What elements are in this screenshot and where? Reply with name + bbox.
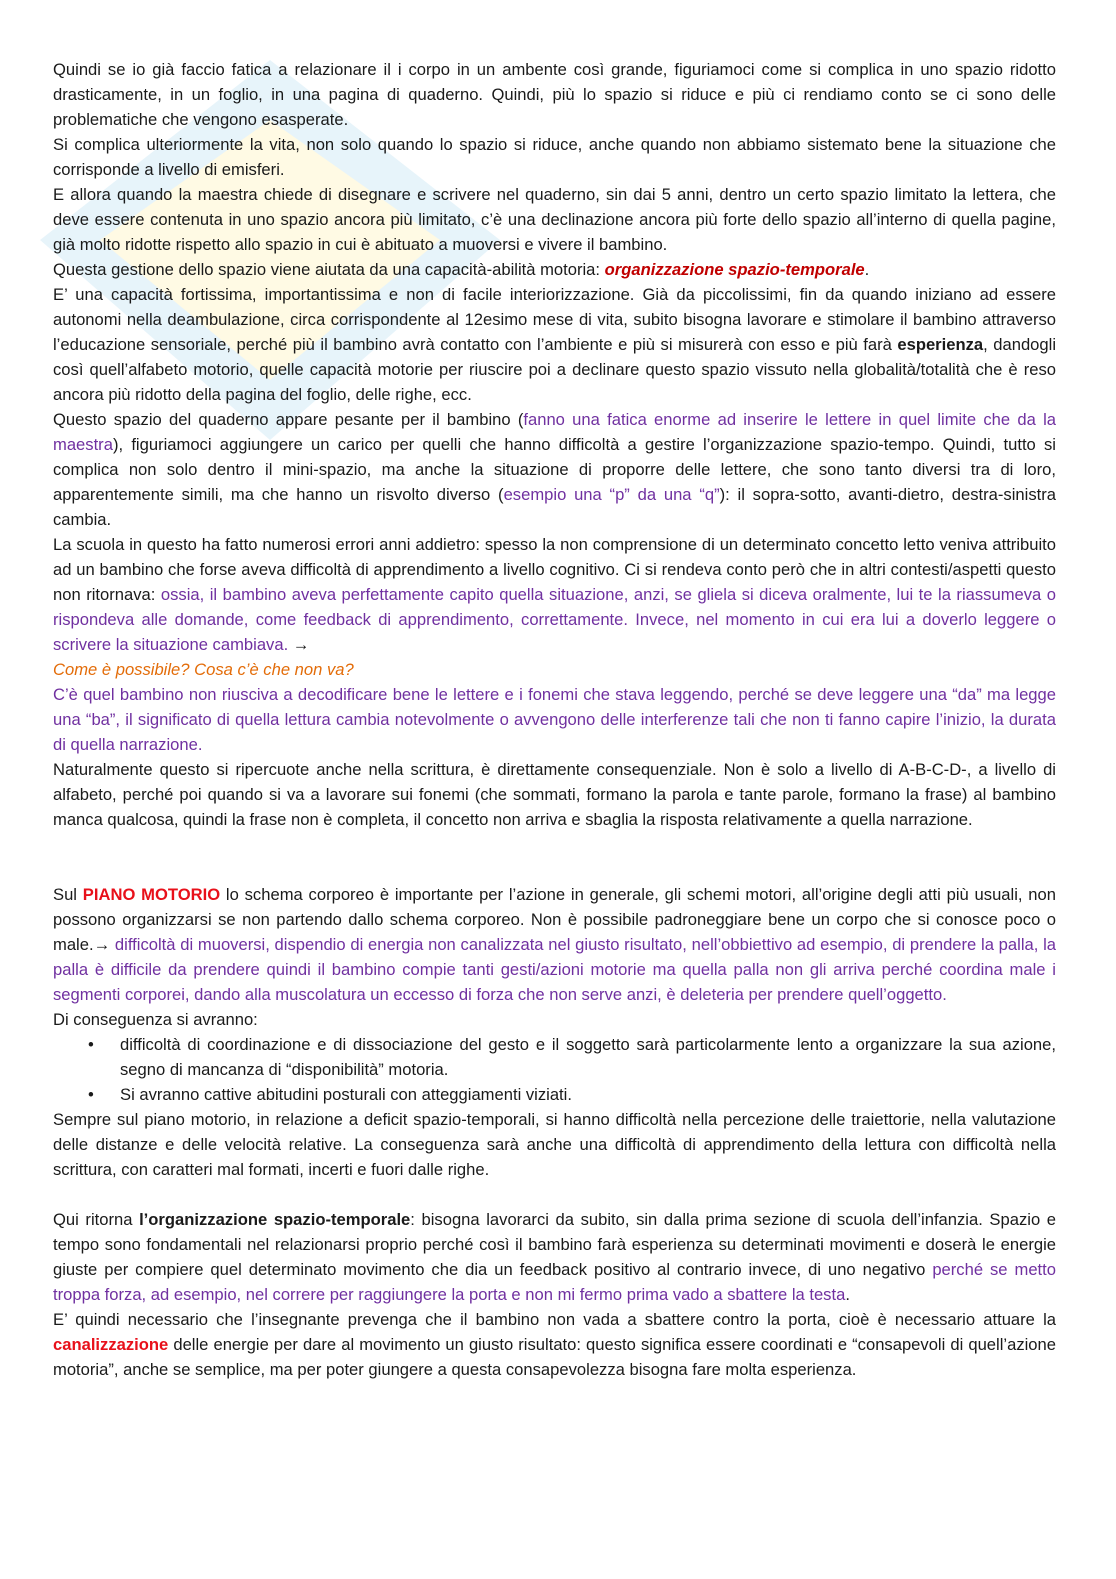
paragraph-5 [53, 282, 1056, 407]
paragraph-10: Naturalmente questo si ripercuote anche nella scrittura, è direttamente consequenziale. Non è solo a livello di A-B-C-D-, a livello di alfabeto, perché poi quando si va a lavorare sui fonemi (che sommati, formano la parola e tante parole, formano la frase) al bambino manca qualcosa, quindi la frase non è completa, il concetto non arriva e sbaglia la risposta relativamente a quella narrazione. [53, 760, 1056, 829]
note-purple: perché se metto troppa forza, ad esempio, nel correre per raggiungere la porta e non mi fermo prima vado a sbattere la testa [53, 1260, 1056, 1304]
document-page [53, 57, 1056, 1382]
text-span: . [845, 1285, 850, 1304]
highlight-canalizzazione: canalizzazione [53, 1335, 169, 1354]
note-purple: fanno una fatica enorme ad inserire le lettere in quel limite che da la maestra [53, 410, 1057, 454]
highlight-organizzazione: organizzazione spazio-temporale [604, 260, 865, 279]
bold-esperienza: esperienza [897, 335, 984, 354]
list-item-text: difficoltà di coordinazione e di dissociazione del gesto e il soggetto sarà particolarmente lento a organizzare la sua azione, segno di mancanza di “disponibilità” motoria. [120, 1035, 1056, 1079]
text-span: . [864, 260, 870, 279]
list-item [88, 1032, 1056, 1082]
text-span: E’ una capacità fortissima, importantissima e non di facile interiorizzazione. Già da piccolissimi, fin da quando iniziano ad essere autonomi nella deambulazione, circa corrispondente al 12esimo mese di vita, subito bisogna lavorare e stimolare il bambino attraverso l’educazione sensoriale, perché più il bambino avrà contatto con l’ambiente e più si misurerà con esso e più farà [53, 285, 1056, 354]
highlight-piano-motorio: PIANO MOTORIO [82, 885, 221, 904]
text-span: : bisogna lavorarci da subito, sin dalla prima sezione di scuola dell’infanzia. Spazio e tempo sono fondamentali nel relazionarsi proprio perché così il bambino farà esperienza su determinati movimenti e doserà le energie giuste per compiere quel determinato movimento che dia un feedback positivo al contrario invece, di uno negativo [53, 1210, 1056, 1279]
consequences-list [53, 1032, 1056, 1107]
text-span: Qui ritorna [53, 1210, 140, 1229]
note-purple: esempio una “p” da una “q” [503, 485, 720, 504]
bullet-icon: • [88, 1035, 94, 1054]
note-purple: difficoltà di muoversi, dispendio di energia non canalizzata nel giusto risultato, nell’obbiettivo ad esempio, di prendere la palla, la palla è difficile da prendere quindi il bambino compie tanti gesti/azioni motorie ma quella palla non gli arriva perché coordina male i segmenti corporei, dando alla muscolatura un eccesso di forza che non serve anzi, è deleteria per prendere quell’oggetto. [53, 935, 1057, 1004]
spacer [53, 1182, 1056, 1207]
question-heading: Come è possibile? Cosa c’è che non va? [53, 660, 354, 679]
bullet-icon: • [88, 1085, 94, 1104]
paragraph-6 [53, 407, 1056, 532]
text-span: La scuola in questo ha fatto numerosi errori anni addietro: spesso la non comprensione di un determinato concetto letto veniva attribuito ad un bambino che forse aveva difficoltà di apprendimento a livello cognitivo. Ci si rendeva conto però che in altri contesti/aspetti questo non ritornava: [53, 535, 1056, 604]
text-span: , dandogli così quell’alfabeto motorio, quelle capacità motorie per riuscire poi a declinare questo spazio vissuto nella globalità/totalità che è reso ancora più ridotto della pagina del foglio, delle righe, ecc. [53, 335, 1056, 404]
arrow-icon: → [288, 635, 310, 654]
text-span: Sul [53, 885, 83, 904]
text-span: ), figuriamoci aggiungere un carico per quelli che hanno difficoltà a gestire l’organizzazione spazio-tempo. Quindi, tutto si complica non solo dentro il mini-spazio, ma anche la situazione di proporre delle lettere, che sono tanto diversi tra di loro, apparentemente simili, ma che hanno un risvolto diverso ( [53, 435, 1056, 504]
paragraph-14 [53, 1207, 1056, 1307]
text-span: delle energie per dare al movimento un giusto risultato: questo significa essere coordinati e “consapevoli di quell’azione motoria”, anche se semplice, ma per poter giungere a questa consapevolezza bisogna fare molta esperienza. [53, 1335, 1056, 1379]
list-item-text: Si avranno cattive abitudini posturali con atteggiamenti viziati. [120, 1085, 572, 1104]
note-purple: ossia, il bambino aveva perfettamente capito quella situazione, anzi, se gliela si diceva oralmente, lui te la riassumeva o rispondeva alle domande, come feedback di apprendimento, correttamente. Invece, nel momento in cui era lui a doverlo leggere o scrivere la situazione cambiava. [53, 585, 1056, 654]
bold-organizzazione: l’organizzazione spazio-temporale [139, 1210, 411, 1229]
list-item [88, 1082, 1056, 1107]
paragraph-15 [53, 1307, 1056, 1382]
paragraph-7 [53, 532, 1056, 657]
paragraph-2: Si complica ulteriormente la vita, non solo quando lo spazio si riduce, anche quando non abbiamo sistemato bene la situazione che corrisponde a livello di emisferi. [53, 135, 1056, 179]
paragraph-13: Sempre sul piano motorio, in relazione a deficit spazio-temporali, si hanno difficoltà nella percezione delle traiettorie, nella valutazione delle distanze e delle velocità relative. La conseguenza sarà anche una difficoltà di apprendimento della lettura con difficoltà nella scrittura, con caratteri mal formati, incerti e fuori dalle righe. [53, 1110, 1056, 1179]
text-span: Questa gestione dello spazio viene aiutata da una capacità-abilità motoria: [53, 260, 605, 279]
paragraph-1: Quindi se io già faccio fatica a relazionare il i corpo in un ambente così grande, figuriamoci come si complica in uno spazio ridotto drasticamente, in un foglio, in una pagina di quaderno. Quindi, più lo spazio si riduce e più ci rendiamo conto se ci sono delle problematiche che vengono esasperate. [53, 60, 1056, 129]
spacer [53, 832, 1056, 882]
text-span: lo schema corporeo è importante per l’azione in generale, gli schemi motori, all’origine degli atti più usuali, non possono organizzarsi se non partendo dallo schema corporeo. Non è possibile padroneggiare bene un corpo che si conosce poco o male.→ [53, 885, 1056, 954]
paragraph-9: C’è quel bambino non riusciva a decodificare bene le lettere e i fonemi che stava leggendo, perché se deve leggere una “da” ma legge una “ba”, il significato di quella lettura cambia notevolmente o avvengono delle interferenze tali che non ti fanno capire l’inizio, la durata di quella narrazione. [53, 685, 1056, 754]
paragraph-4 [53, 257, 1056, 282]
text-span: E’ quindi necessario che l’insegnante prevenga che il bambino non vada a sbattere contro la porta, cioè è necessario attuare la [53, 1310, 1056, 1329]
paragraph-12: Di conseguenza si avranno: [53, 1010, 258, 1029]
paragraph-3: E allora quando la maestra chiede di disegnare e scrivere nel quaderno, sin dai 5 anni, dentro un certo spazio limitato la lettera, che deve essere contenuta in uno spazio ancora più limitato, c’è una declinazione ancora più forte dello spazio all’interno di quella pagine, già molto ridotte rispetto allo spazio in cui è abituato a muoversi e vivere il bambino. [53, 185, 1056, 254]
paragraph-11 [53, 882, 1056, 1007]
text-span: Questo spazio del quaderno appare pesante per il bambino ( [53, 410, 524, 429]
text-span: ): il sopra-sotto, avanti-dietro, destra-sinistra cambia. [53, 485, 1056, 529]
